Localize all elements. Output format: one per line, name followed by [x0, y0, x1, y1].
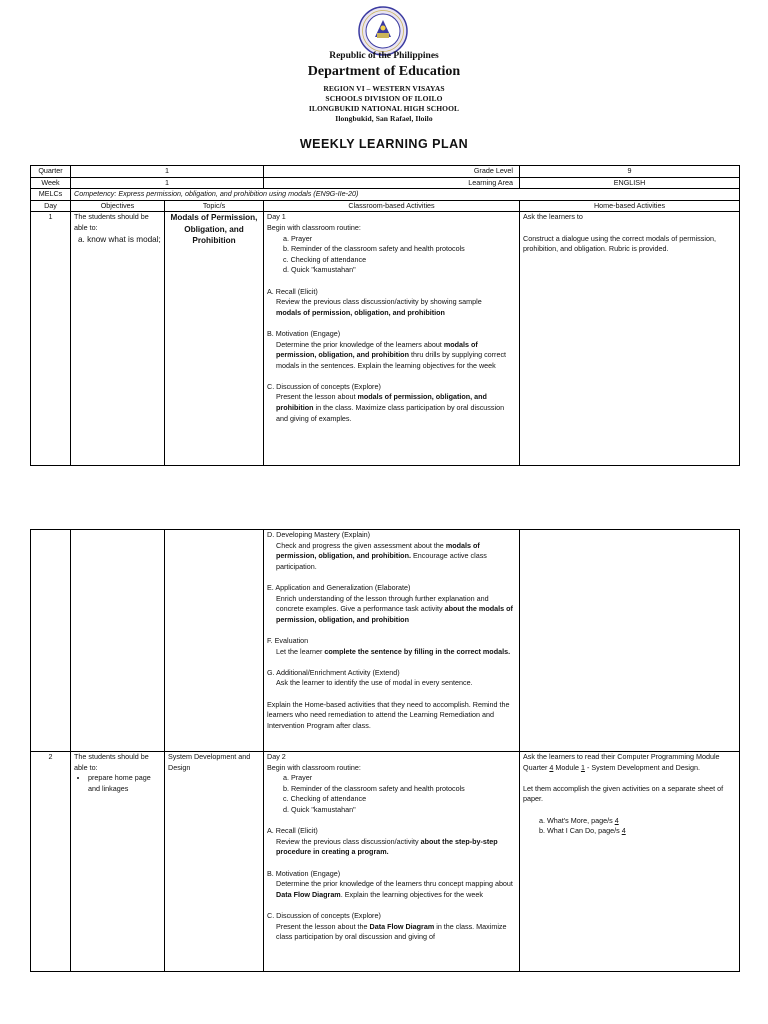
motivation-text: Determine the prior knowledge of the learners about modals of permission, obligation, and prohibition thru drills by supplying correct modals in the sentences. Explain the learning objectives for the week: [276, 339, 507, 370]
col-topics: Topic/s: [165, 200, 264, 212]
day1-obj-intro: The students should be able to:: [74, 212, 149, 232]
day1-home-intro: Ask the learners to: [523, 212, 583, 222]
melcs-value: Competency: Express permission, obligation, and prohibition using modals (EN9G-IIe-20): [71, 189, 740, 201]
day2-routine-intro: Begin with classroom routine:: [267, 762, 361, 772]
day1-objectives: [71, 212, 165, 466]
learning-plan-table-2: [30, 529, 740, 972]
quarter-value: 1: [71, 166, 264, 178]
day2-home-task: Let them accomplish the given activities on a separate sheet of paper.: [523, 783, 724, 804]
area-value: ENGLISH: [520, 177, 740, 189]
day1-home: [520, 212, 740, 466]
motivation-heading: B. Motivation (Engage): [267, 328, 341, 338]
discussion-heading: C. Discussion of concepts (Explore): [267, 381, 381, 391]
home-list-item: b. What I Can Do, page/s 4: [539, 826, 626, 836]
day1-classroom: [264, 212, 520, 466]
week-row: [31, 177, 740, 189]
col-day: Day: [31, 200, 71, 212]
day2-obj-intro: The students should be able to:: [74, 752, 149, 772]
day2-day-label: Day 2: [267, 752, 286, 761]
routine-item: a. Prayer: [283, 773, 313, 783]
day2-obj-item: • prepare home page and linkages: [88, 773, 161, 794]
grade-label: Grade Level: [264, 166, 520, 178]
day2-classroom: [264, 752, 520, 972]
page-title: WEEKLY LEARNING PLAN: [299, 137, 469, 151]
day1-row: [31, 212, 740, 466]
day2-objectives: [71, 752, 165, 972]
recall-heading: A. Recall (Elicit): [267, 286, 318, 296]
deped-seal-icon: [358, 6, 408, 56]
division-text: SCHOOLS DIVISION OF ILOILO: [325, 94, 443, 103]
routine-item: c. Checking of attendance: [283, 794, 367, 804]
evaluation-heading: F. Evaluation: [267, 635, 309, 645]
routine-item: b. Reminder of the classroom safety and health protocols: [283, 244, 465, 254]
routine-item: d. Quick "kamustahan": [283, 265, 356, 275]
discussion-text: Present the lesson about modals of permission, obligation, and prohibition in the class. Maximize class participation by oral discussion and giving of examples.: [276, 392, 505, 423]
region-text: REGION VI – WESTERN VISAYAS: [323, 84, 445, 93]
discussion-heading: C. Discussion of concepts (Explore): [267, 910, 381, 920]
recall-heading: A. Recall (Elicit): [267, 826, 318, 836]
address-text: Ilongbukid, San Rafael, Iloilo: [335, 114, 433, 123]
day2-number: 2: [31, 752, 71, 972]
department-text: Department of Education: [307, 64, 461, 79]
col-objectives: Objectives: [71, 200, 165, 212]
routine-item: b. Reminder of the classroom safety and health protocols: [283, 783, 465, 793]
mastery-text: Check and progress the given assessment about the modals of permission, obligation, and prohibition. Encourage active class participation.: [276, 540, 487, 571]
day2-topic: System Development and Design: [165, 752, 264, 972]
melcs-row: [31, 189, 740, 201]
grade-value: 9: [520, 166, 740, 178]
enrichment-text: Ask the learner to identify the use of modal in every sentence.: [276, 678, 473, 688]
day1-day-label: Day 1: [267, 212, 286, 222]
closing-text: Explain the Home-based activities that they need to accomplish. Remind the learners who need remediation to attend the Learning Remediation and Intervention Program after class.: [267, 699, 510, 730]
recall-text: Review the previous class discussion/activity by showing sample modals of permission, obligation, and prohibition: [276, 297, 482, 317]
column-header-row: [31, 200, 740, 212]
routine-item: c. Checking of attendance: [283, 254, 367, 264]
evaluation-text: Let the learner complete the sentence by filling in the correct modals.: [276, 646, 511, 656]
col-classroom: Classroom-based Activities: [264, 200, 520, 212]
day2-home-intro: Ask the learners to read their Computer Programming Module Quarter 4 Module 1 - System Development and Design.: [523, 752, 720, 772]
republic-text: Republic of the Philippines: [329, 51, 439, 61]
day2-row: [31, 752, 740, 972]
area-label: Learning Area: [264, 177, 520, 189]
day1-continued-classroom: [264, 530, 520, 752]
routine-item: a. Prayer: [283, 233, 313, 243]
col-home: Home-based Activities: [520, 200, 740, 212]
learning-plan-table-1: [30, 165, 740, 466]
melcs-label: MELCs: [31, 189, 71, 201]
quarter-row: [31, 166, 740, 178]
day1-routine-intro: Begin with classroom routine:: [267, 222, 361, 232]
quarter-label: Quarter: [31, 166, 71, 178]
enrichment-heading: G. Additional/Enrichment Activity (Extend): [267, 667, 400, 677]
week-value: 1: [71, 177, 264, 189]
day1-home-task: Construct a dialogue using the correct modals of permission, prohibition, and obligation. Rubric is provided.: [523, 233, 716, 254]
motivation-text: Determine the prior knowledge of the learners thru concept mapping about Data Flow Diagram. Explain the learning objectives for the week: [276, 879, 513, 899]
week-label: Week: [31, 177, 71, 189]
day1-obj-a: a. know what is modal;: [78, 234, 161, 244]
mastery-heading: D. Developing Mastery (Explain): [267, 530, 371, 539]
day1-continued-row: [31, 530, 740, 752]
school-text: ILONGBUKID NATIONAL HIGH SCHOOL: [308, 104, 460, 113]
motivation-heading: B. Motivation (Engage): [267, 868, 341, 878]
home-list-item: a. What's More, page/s 4: [539, 815, 619, 825]
day2-home: [520, 752, 740, 972]
application-text: Enrich understanding of the lesson through further explanation and concrete examples. Give a performance task activity about the modals of permission, obligation, and prohibition: [276, 593, 513, 624]
discussion-text: Present the lesson about the Data Flow Diagram in the class. Maximize class participation by oral discussion and giving of: [276, 921, 507, 942]
day1-topic: Modals of Permission, Obligation, and Prohibition: [165, 212, 264, 466]
application-heading: E. Application and Generalization (Elaborate): [267, 582, 411, 592]
routine-item: d. Quick "kamustahan": [283, 804, 356, 814]
recall-text: Review the previous class discussion/activity about the step-by-step procedure in creating a program.: [276, 836, 498, 857]
day1-number: 1: [31, 212, 71, 466]
